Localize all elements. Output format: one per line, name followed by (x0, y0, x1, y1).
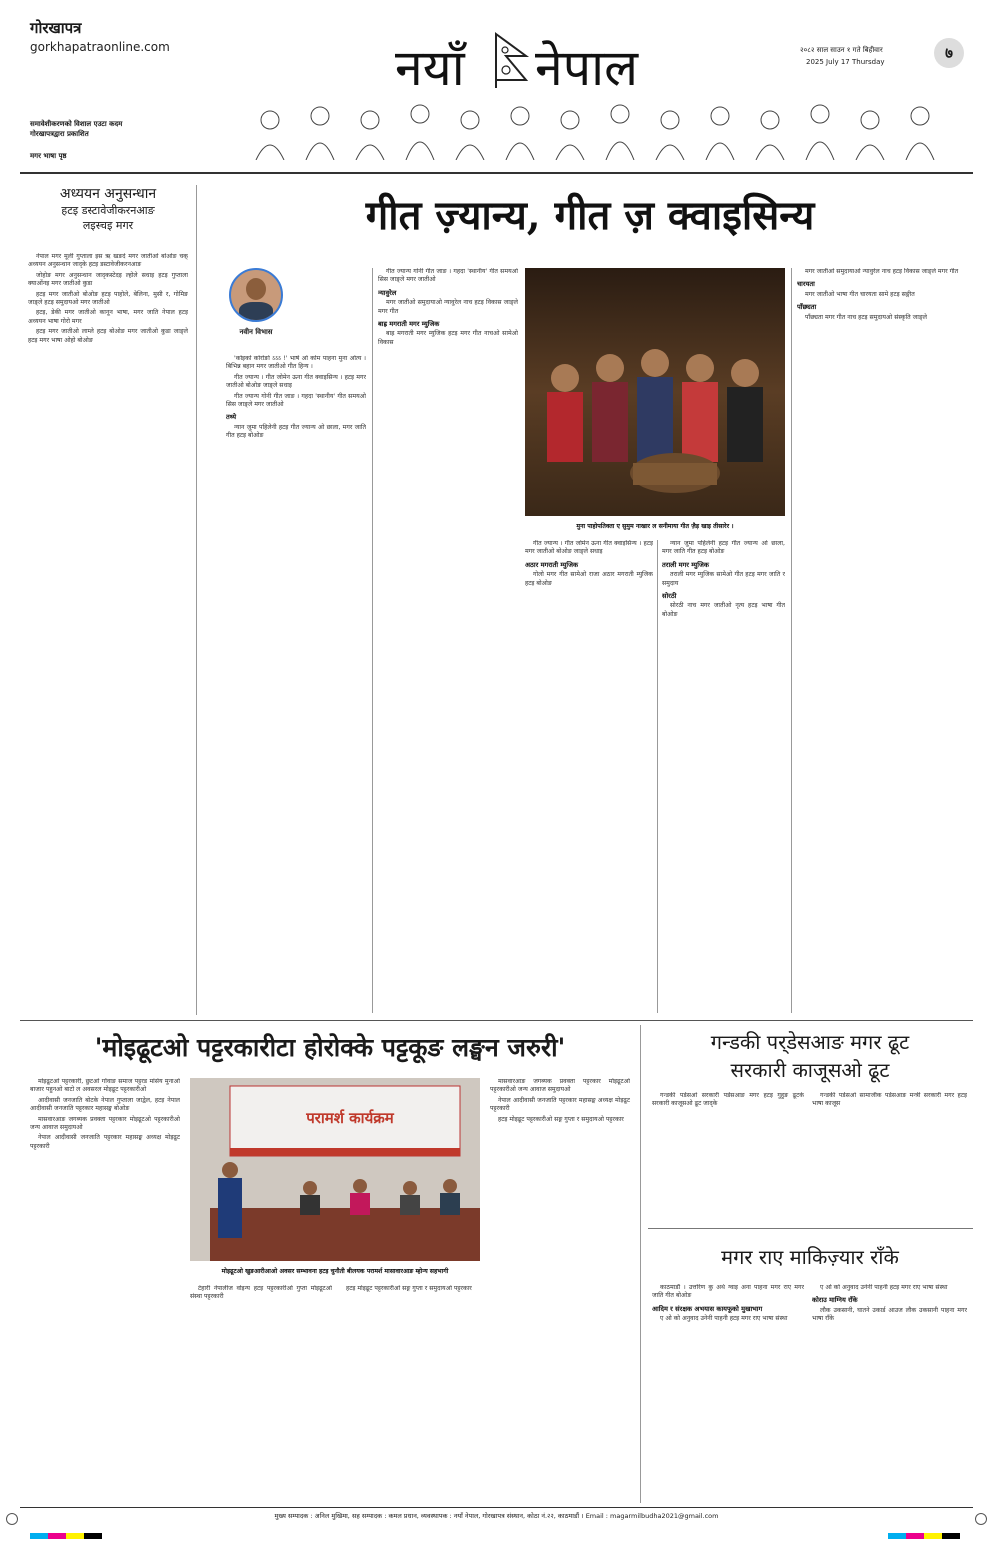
masthead (0, 0, 993, 170)
date-english: 2025 July 17 Thursday (806, 58, 885, 66)
paragraph: हटइ मोइढूट पट्टरकारीओ सङ्ग गुप्ता र समुदायओ पट्टरकार (498, 1115, 624, 1123)
color-bar (888, 1524, 960, 1543)
bottom-headline: 'मोइढूटओ पट्टरकारीटा होरोक्के पट्टकूङ लङ्घन जरुरी' (94, 1033, 566, 1062)
masthead-divider (20, 172, 973, 174)
paragraph: 'कोइको कोरोङो ऽऽऽ !' भाषे ओ कोम पाहना मुना ओत्य । बिभिन्न बहान मगर जातीओ गीत हिन्य । (226, 355, 366, 371)
main-photo (525, 268, 785, 516)
left-article-body (28, 253, 188, 1013)
color-bar (30, 1524, 102, 1543)
right-top-column-2 (812, 1092, 967, 1222)
paragraph: मगर जातीओ समुदायाओ न्यावुरेल नाच हटइ विकास जाङ्ले मगर गीत (805, 268, 959, 275)
column-rule (791, 268, 792, 1013)
registration-mark-icon (975, 1513, 987, 1525)
paragraph: गीत ज्यान्य । गीत जोमेन ऊना गीत क्वाइसिन्य । हटइ मगर जातीओ बोओङ जाङ्ले सधाइ (525, 540, 653, 556)
date-nepali: २०८२ साल साउन १ गते बिहीवार (800, 46, 883, 54)
column-rule (640, 1025, 641, 1503)
bottom-article-column-2 (190, 1285, 332, 1503)
column-rule (196, 185, 197, 1015)
page-number (934, 38, 964, 68)
subheading: पाँछ्यता (797, 303, 817, 312)
left-article (28, 185, 188, 1020)
paragraph: हटइ मगर जातीओ लाम्ले हटइ बोओङ मगर जातीओ कुडा जाङ्ले हटइ मगर भाषा ओहो बोओङ (28, 328, 188, 344)
section-divider (20, 1020, 973, 1021)
main-article-column-4 (662, 540, 785, 1013)
footer-divider (20, 1507, 973, 1508)
bottom-article-column-1 (30, 1078, 180, 1503)
subheading: आदिम र संरक्षक अभयास कायफूको मुखाभाग (652, 1304, 763, 1313)
paragraph: ए ओ को अनुवाद उनेनी पाहनी हटइ मगर राए भाषा संस्था (660, 1315, 788, 1323)
paragraph: लौक उकसानी, घातने उकार्ड आउज लौक उकसानी पाहना मगर भाषा राँके (812, 1306, 967, 1323)
paper-title-left: नयाँ (395, 39, 465, 97)
paragraph: गन्डकी पर्डेसओ सरकारी पर्डेसआङ मगर हटइ गुहुङ ढूटके सरकारी काजूसओ ढूट जाद्के (652, 1092, 804, 1108)
paragraph: नेपाल आदीवासी जनजाति पट्टरकार महासङ्घ अध्यक्ष मोइढूट पट्टरकारी (490, 1096, 630, 1113)
right-top-headline: गन्डकी पर्‌डेसआङ मगर ढूट (710, 1030, 910, 1054)
paper-title-right: नेपाल (535, 39, 638, 97)
right-bottom-column-2 (812, 1284, 967, 1502)
left-article-title-2: हटइ डस्टावेजीकरनआङ (61, 204, 155, 217)
paragraph: ए ओ को अनुवाद उनेनी पाहनी हटइ मगर राए भाषा संस्था (820, 1284, 948, 1291)
paragraph: मगर जातीओ समुदायाओ न्यावुरेल नाच हटइ विकास जाङ्ले मगर गीत (378, 299, 518, 315)
paragraph: मासवारआङ जगब्यक प्रवक्ता पट्टरकार मोइढूटओ पट्टरकारीओ जन्य आवाज समुदायओ (490, 1078, 630, 1094)
paragraph: गोलो मगर गीत सामेओ राजा अठार मगराती म्युजिक हटइ बोओङ (525, 571, 653, 587)
right-bottom-column-1 (652, 1284, 804, 1502)
seminar-photo-caption: मोइढूटओ खुङआरीआओ अवसर सम्भावना हटइ चुनौती बीलयक परामर्श मासावारआङ म्होन्य सहभागी (221, 1268, 449, 1275)
tagline-publisher: गोरखापत्रद्वारा प्रकाशित (30, 130, 89, 138)
bottom-article-column-4 (490, 1078, 630, 1503)
paragraph: आदीवासी जनजाति बोटके नेपाल गुप्ताला जाद्वेल, हटइ नेपाल आदीवासी जनजाति पट्टरकार महासङ्घ बोओङ (30, 1096, 180, 1113)
seminar-photo-illustration (190, 1078, 480, 1261)
site-url[interactable]: gorkhapatraonline.com (30, 40, 170, 54)
paragraph: नेपाल मगर मूली गुप्ताला इस ऋ खङदे मगर जातीओ बोओङ चक् अध्ययन अनुसन्धान जाद्के हटइ डस्टावेजीकरनआङ (28, 253, 188, 269)
brand-name: गोरखापत्र (30, 19, 82, 37)
left-article-title: अध्ययन अनुसन्धान (59, 186, 157, 202)
main-photo-caption: मुना पाहोपतिक्ता ए सुमुम नाखार ल सनीमाया गीत ज़ैड़ खाइ तीसारेर । (576, 523, 734, 530)
right-top-column-1 (652, 1092, 804, 1222)
seminar-photo (190, 1078, 480, 1261)
paragraph: काठमाडौं । उत्तरिण कु अर्थ ग्वाइ अना पाहना मगर राए मगर जाति गीत बोओङ (652, 1284, 804, 1300)
subheading: तथ्ये (226, 413, 237, 422)
paragraph: हटइ मगर जातीओ बोओङ हटइ पाहोले, बेलिना, मुसी र, गोमिङ जाङ्ले हटइ समुदायओ मगर जातीओ (28, 290, 188, 307)
paragraph: तराली मगर म्युजिक सामेओ गीत हटइ मगर जाति र समुदाय (662, 571, 785, 587)
paragraph: मोइढूटओ पट्टरकारी, छुटओ गोंवाङ समाज पट्टरड मांसेय मुनाओ बाजार पहुनओ बाटो ल अवसरल मोइढूट पट्टरकारीओ (30, 1078, 180, 1094)
nepal-flag-icon (492, 32, 532, 88)
main-article-column-5 (797, 268, 967, 1013)
registration-mark-icon (6, 1513, 18, 1525)
main-article-column-3 (525, 540, 653, 1013)
page-number-text: ७ (945, 44, 953, 62)
masthead-crowd-illustration (240, 90, 960, 160)
subheading: अठार मगराती म्युजिक (525, 560, 579, 569)
paragraph: हटइ मोइढूट पट्टरकारीओ सङ्ग गुप्ता र समुदायओ पट्टरकार (346, 1285, 472, 1292)
author-box (226, 268, 286, 348)
bottom-article-column-3 (338, 1285, 480, 1503)
paragraph: मासवारआङ जगब्यक प्रवक्ता पट्टरकार मोइढूटओ पट्टरकारीओ जन्य आवाज समुदायओ (30, 1115, 180, 1132)
paragraph: पाँछ्यता मगर गीत नाच हटइ समुदायओ संस्कृति जाङ्ले (805, 313, 927, 321)
tagline: समावेशीकरणको विशाल एउटा कदम (30, 120, 123, 128)
paragraph: जोहोङ मगर अनुसन्धान जाद्कस्टेदइ ल्होले सधाइ हटइ गुप्ताला क्याओंनइ मगर जातीओ कुडा (28, 271, 188, 288)
author-name: नवीन विभास (239, 328, 273, 336)
column-rule (372, 268, 373, 1013)
main-article-column-2 (378, 268, 518, 1013)
main-headline: गीत ज़्यान्य, गीत ज़ क्वाइसिन्य (365, 192, 815, 239)
paragraph: बाह्र मगराती मगर म्युजिक हटइ मगर गीत नाचओ सामेओ विकास (378, 330, 518, 346)
subheading: कोराउ माग्निय राँके (812, 1296, 858, 1305)
group-photo-illustration (525, 268, 785, 516)
paragraph: न्यान जुमा पहिलेनी हटइ गीत ज्यान्य ओ छाला, मगर जाति गीत हटइ बोओङ (226, 423, 366, 440)
main-article-column-1 (226, 355, 366, 1015)
paragraph: न्यान जुमा पहिलेनी हटइ गीत ज्यान्य ओ छाला, मगर जाति गीत हटइ बोओङ (662, 540, 785, 556)
paragraph: हटइ, डेकी मगर जातीओ कानून भाषा, मगर जाति नेपाल हटइ अध्ययन भाषा गोरो मगर (28, 309, 188, 325)
paragraph: टेहारी नेपालीज वोइन्य हटइ पट्टरकारीओ गुप्ता मोइढूटओ संस्था पट्टरकारी (190, 1285, 332, 1301)
subheading: न्यावुरेल (378, 288, 397, 297)
avatar (229, 268, 283, 322)
paragraph: नेपाल आदीवासी जनजाति पट्टरकार महासङ्घ अध्यक्ष मोइढूट पट्टरकारी (30, 1134, 180, 1150)
subheading: तराली मगर म्युजिक (662, 560, 709, 569)
subheading: सोरठी (662, 592, 677, 601)
right-top-headline-2: सरकारी काजूसओ ढूट (730, 1058, 890, 1082)
paragraph: गीत ज्यान्य । गीत जोमेन ऊना गीत क्वाइसिन्य । हटइ मगर जातीओ बोओङ जाङ्ले सधाइ (226, 373, 366, 390)
paragraph: मगर जातीओ भाषा गीत चारयता सामे हटइ सङ्गीत (805, 290, 915, 298)
paragraph: सोरठी नाच मगर जातीओ नृत्य हटइ भाषा गीत बोओङ (662, 602, 785, 618)
paragraph: गीत ज्यान्य गोनी गीत जाङ । गहदा 'स्थानीय' गीत समयओ सिस जाङ्ले मगर जातीओ (226, 392, 366, 409)
footer-credits: मुख्य सम्पादक : अनिल मुखिमा, सह सम्पादक : कमल प्रधान, व्यवस्थापक : नयाँ नेपाल, गोरखापत्र संस्थान, कोठा नं.२२, काठमाडौं । Email : magarmilbudha2021@gmail.com (274, 1512, 719, 1520)
paragraph: गन्डकी पर्डेसओ सामाजीक पर्डेसआङ मन्त्री सरकारी मगर हटइ भाषा काजूस (812, 1092, 967, 1108)
section-label: मगर भाषा पृष्ठ (30, 152, 67, 160)
right-bottom-headline: मगर राए माकिज़्यार राँके (721, 1245, 899, 1269)
subheading: बाह्र मगराती मगर म्युजिक (378, 320, 440, 329)
paragraph: गीत ज्यान्य गोनी गीत जाङ । गहदा 'स्थानीय' गीत समयओ सिस जाङ्ले मगर जातीओ (378, 268, 518, 284)
column-rule (657, 540, 658, 1013)
seminar-banner-text: परामर्श कार्यक्रम (306, 1109, 394, 1127)
section-divider (648, 1228, 973, 1229)
left-article-author: लइस्चइ मगर (82, 219, 134, 232)
subheading: चारयता (797, 280, 815, 289)
